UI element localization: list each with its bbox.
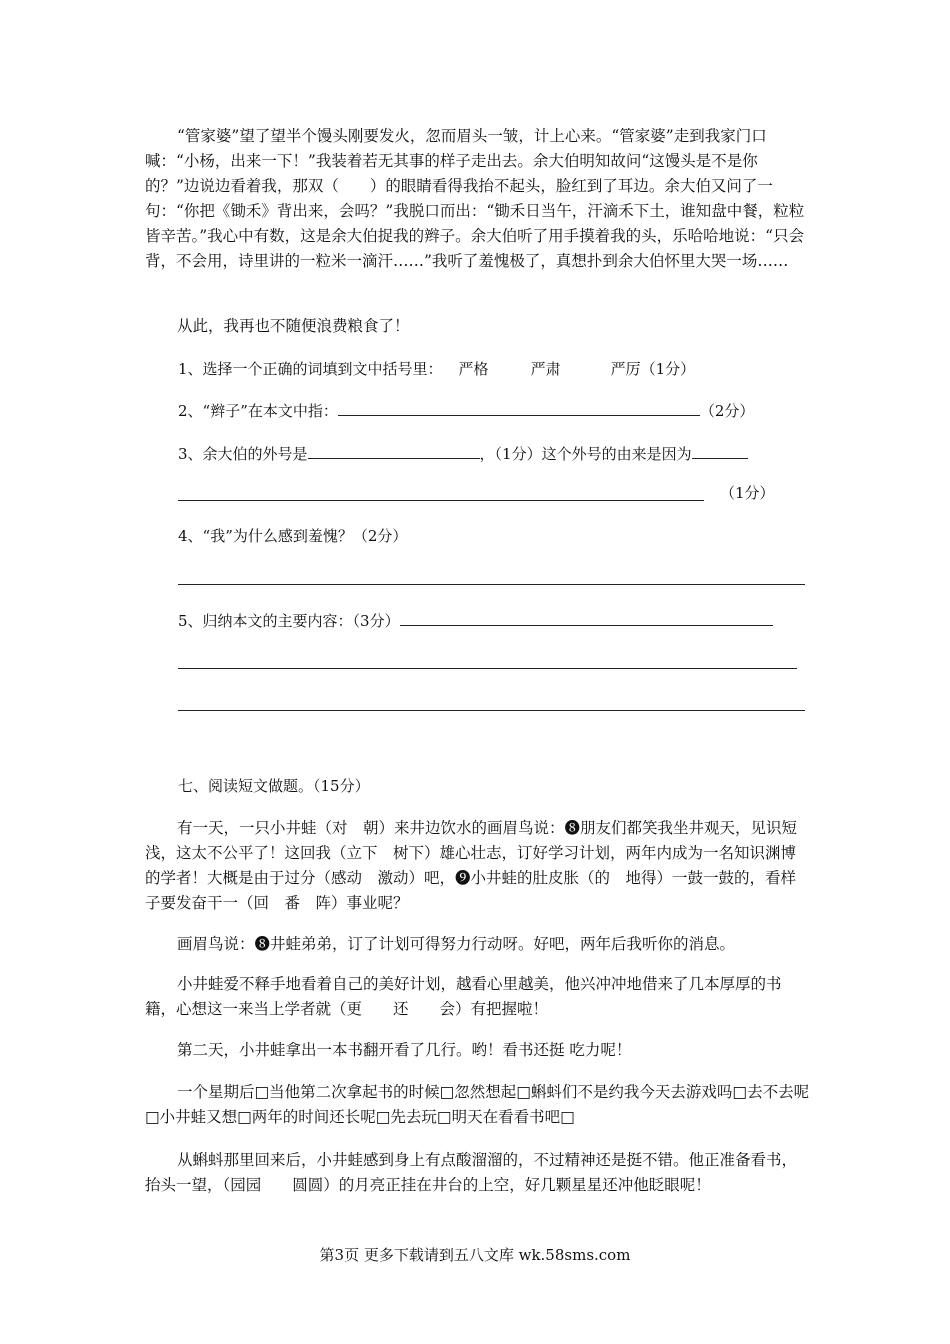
question-5	[178, 609, 773, 632]
section-7-paragraph-4: 第二天，小井蛙拿出一本书翻开看了几行。哟！看书还挺 吃力呢！	[177, 1041, 632, 1059]
question-1-option-1: 严格	[458, 360, 489, 378]
question-1-option-3: 严厉（1分）	[610, 360, 696, 378]
story-paragraph-2: 从此，我再也不随便浪费粮食了！	[177, 317, 410, 335]
answer-blank[interactable]	[338, 399, 700, 416]
story-paragraph-1: “管家婆”望了望半个馒头刚要发火，忽而眉头一皱，计上心来。“管家婆”走到我家门口喊：“小杨，出来一下！”我装着若无其事的样子走出去。余大伯明知故问“这馒头是不是你的？”边说边看着我，那双（ ）的眼睛看得我抬不起头，脸红到了耳边。余大伯又问了一句：“你把《锄禾》背出来，会吗？”我脱口而出：“锄禾日当午，汗滴禾下土，谁知盘中餐，粒粒皆辛苦。”我心中有数，这是余大伯捉我的辫子。余大伯听了用手摸着我的头，乐哈哈地说：“只会背，不会用，诗里讲的一粒米一滴汗……”我听了羞愧极了，真想扑到余大伯怀里大哭一场……	[145, 127, 805, 270]
question-1	[178, 358, 695, 380]
answer-line[interactable]	[178, 710, 805, 711]
question-3-middle: ，（1分）这个外号的由来是因为	[479, 445, 692, 463]
question-4-text: 4、“我”为什么感到羞愧？（2分）	[178, 527, 408, 545]
section-7-paragraph-2: 画眉鸟说：❽井蛙弟弟，订了计划可得努力行动呀。好吧，两年后我听你的消息。	[177, 935, 736, 953]
section-7-paragraph-6: 从蝌蚪那里回来后，小井蛙感到身上有点酸溜溜的，不过精神还是挺不错。他正准备看书，抬头一望，（园园 圆圆）的月亮正挂在井台的上空，好几颗星星还冲他眨眼呢！	[145, 1151, 798, 1194]
section-7-paragraph-1: 有一天，一只小井蛙（对 朝）来井边饮水的画眉鸟说：❽朋友们都笑我坐井观天，见识短浅，这太不公平了！这回我（立下 树下）雄心壮志，订好学习计划，两年内成为一名知识渊博的学者！大概是由于过分（感动 激动）吧，❾小井蛙的肚皮胀（的 地得）一鼓一鼓的，看样子要发奋干一（回 番 阵）事业呢？	[145, 819, 798, 912]
question-1-option-2: 严肃	[530, 360, 561, 378]
section-7-paragraph-5: 一个星期后□当他第二次拿起书的时候□忽然想起□蝌蚪们不是约我今天去游戏吗□去不去呢□小井蛙又想□两年的时间还长呢□先去玩□明天在看看书吧□	[145, 1083, 810, 1126]
answer-line[interactable]	[178, 500, 704, 501]
question-2-score: （2分）	[699, 402, 755, 420]
question-2	[178, 399, 754, 422]
question-2-text: 2、“辫子”在本文中指：	[178, 402, 338, 420]
section-7-paragraph-3: 小井蛙爱不释手地看着自己的美好计划，越看心里越美，他兴冲冲地借来了几本厚厚的书籍，心想这一来当上学者就（更 还 会）有把握啦！	[145, 975, 782, 1018]
question-3-text: 3、余大伯的外号是	[178, 445, 308, 463]
question-3-score: （1分）	[720, 484, 775, 502]
answer-blank[interactable]	[692, 442, 748, 459]
question-5-text: 5、归纳本文的主要内容：（3分）	[178, 612, 400, 630]
answer-blank[interactable]	[308, 442, 480, 459]
question-1-text: 1、选择一个正确的词填到文中括号里：	[178, 360, 443, 378]
page-footer: 第3页 更多下载请到五八文库 wk.58sms.com	[319, 1246, 631, 1264]
question-3	[178, 442, 748, 465]
answer-line[interactable]	[178, 584, 805, 585]
answer-blank[interactable]	[400, 609, 773, 626]
section-7-heading: 七、阅读短文做题。（15分）	[178, 777, 370, 795]
answer-line[interactable]	[178, 668, 797, 669]
